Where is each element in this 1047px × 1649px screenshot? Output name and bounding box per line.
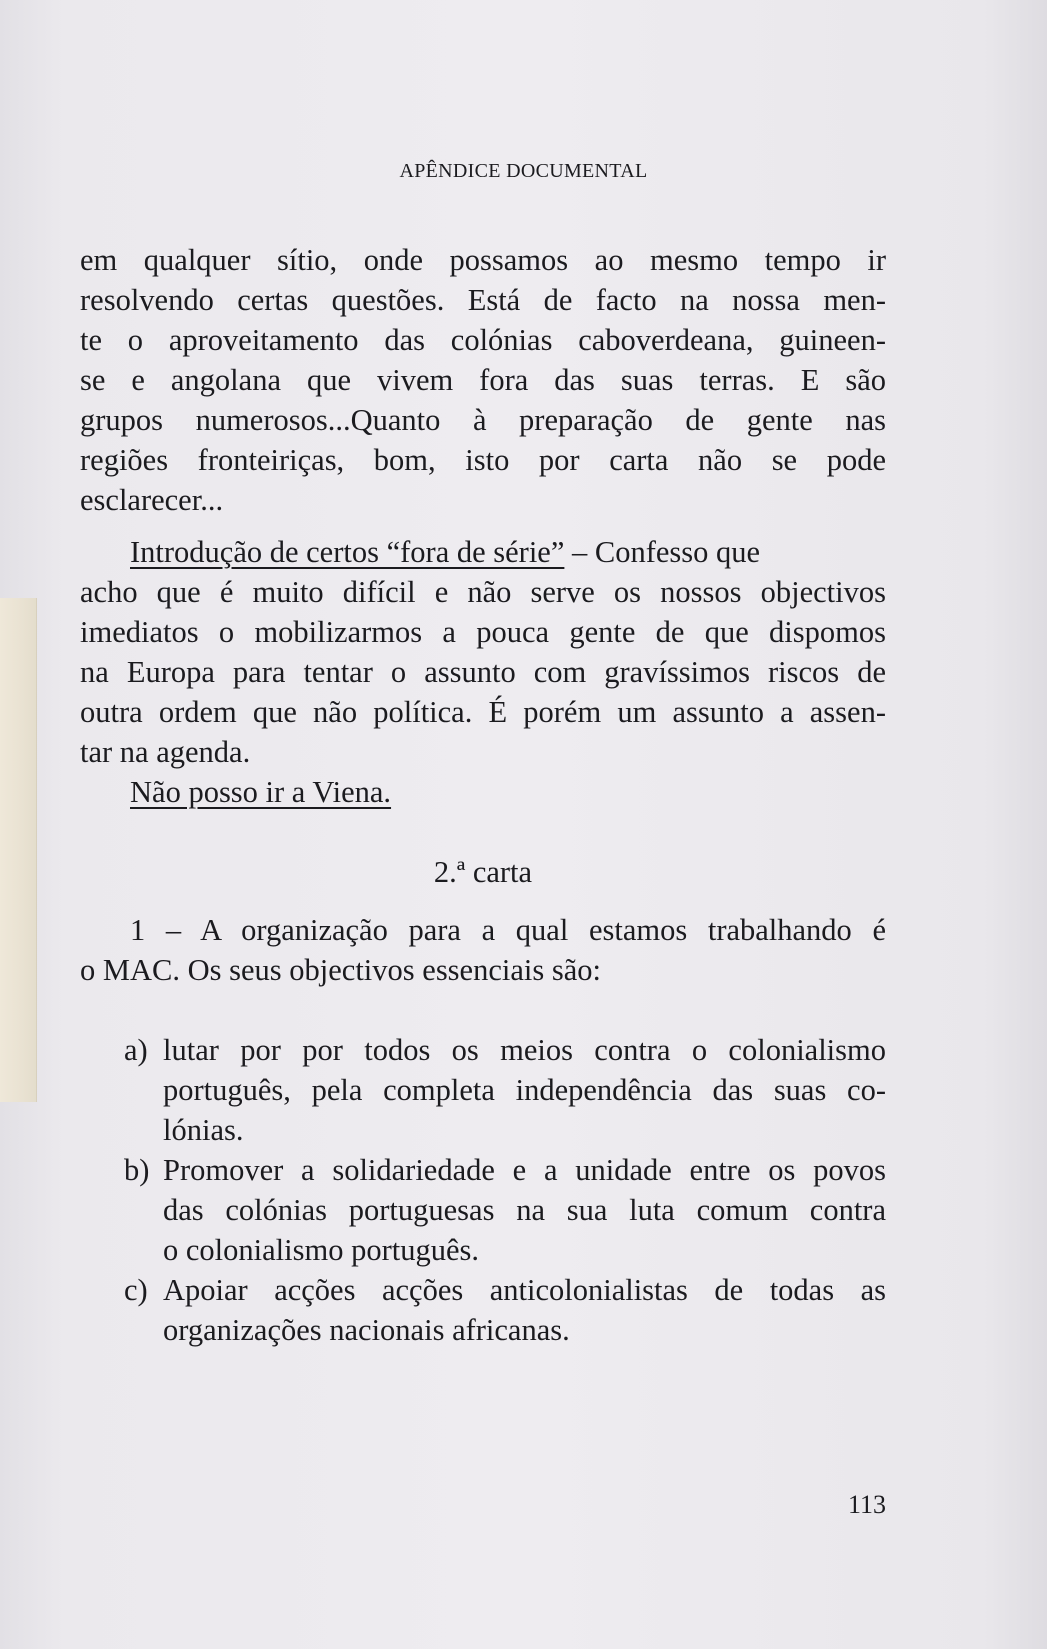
page-number: 113 <box>847 1490 886 1519</box>
text-line: resolvendo certas questões. Está de facto na nossa men- <box>80 283 886 317</box>
list-marker: c) <box>124 1273 148 1307</box>
text-line: o colonialismo português. <box>163 1233 479 1267</box>
objectives-list <box>80 1030 886 1350</box>
text-line: regiões fronteiriças, bom, isto por carta não se pode <box>80 443 886 477</box>
body-text <box>80 240 886 1350</box>
text-line <box>80 772 886 812</box>
text-line: tar na agenda. <box>80 735 251 769</box>
paragraph-1 <box>80 240 886 520</box>
list-item-body <box>163 1150 886 1270</box>
text-line <box>80 532 886 572</box>
running-head: APÊNDICE DOCUMENTAL <box>399 160 648 182</box>
text-line: o MAC. Os seus objectivos essenciais são: <box>80 953 601 987</box>
list-marker: a) <box>124 1033 148 1067</box>
text-line: em qualquer sítio, onde possamos ao mesmo tempo ir <box>80 243 886 277</box>
text-line: te o aproveitamento das colónias caboverdeana, guineen- <box>80 323 886 357</box>
text-line: 1 – A organização para a qual estamos trabalhando é <box>130 913 886 947</box>
heading-continuation: – Confesso que <box>564 535 761 569</box>
text-line: português, pela completa independência das suas co- <box>163 1073 886 1107</box>
vienna-note: Não posso ir a Viena. <box>130 775 392 809</box>
list-item-body <box>163 1270 886 1350</box>
text-line: das colónias portuguesas na sua luta comum contra <box>163 1193 886 1227</box>
text-line: na Europa para tentar o assunto com gravíssimos riscos de <box>80 655 886 689</box>
text-line: Apoiar acções acções anticolonialistas de todas as <box>163 1273 886 1307</box>
text-line: imediatos o mobilizarmos a pouca gente de que dispomos <box>80 615 886 649</box>
list-item <box>80 1270 886 1350</box>
text-line: organizações nacionais africanas. <box>163 1313 570 1347</box>
text-line: esclarecer... <box>80 483 224 517</box>
list-item <box>80 1030 886 1150</box>
text-line: Promover a solidariedade e a unidade entre os povos <box>163 1153 886 1187</box>
text-line: lónias. <box>163 1113 244 1147</box>
text-line: outra ordem que não política. É porém um assunto a assen- <box>80 695 886 729</box>
list-item-body <box>163 1030 886 1150</box>
text-line: acho que é muito difícil e não serve os nossos objectivos <box>80 575 886 609</box>
list-item <box>80 1150 886 1270</box>
section-title: 2.ª carta <box>433 855 533 889</box>
paragraph-2 <box>80 532 886 812</box>
text-line: grupos numerosos...Quanto à preparação de gente nas <box>80 403 886 437</box>
text-line: se e angolana que vivem fora das suas terras. E são <box>80 363 886 397</box>
text-line: lutar por por todos os meios contra o colonialismo <box>163 1033 886 1067</box>
page-edge-strip <box>0 598 37 1102</box>
paragraph-heading: Introdução de certos “fora de série” <box>130 535 565 569</box>
list-marker: b) <box>124 1153 150 1187</box>
paragraph-3 <box>80 910 886 990</box>
